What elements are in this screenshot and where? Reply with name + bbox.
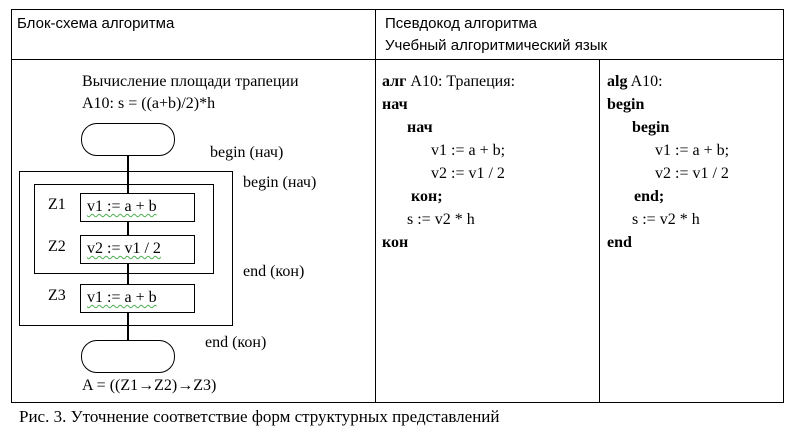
begin-outer-label: begin (нач): [210, 144, 284, 161]
code-en-line-4: v1 := a + b;: [655, 142, 730, 159]
code-ru-line-7: s := v2 * h: [407, 211, 475, 228]
table-border-right: [783, 9, 784, 403]
code-ru-line-2: нач: [382, 96, 408, 113]
code-ru-line-6: кон;: [411, 188, 443, 205]
code-ru-line-5: v2 := v1 / 2: [431, 165, 505, 182]
code-ru-alg-name: A10: Трапеция:: [406, 73, 516, 90]
z1-statement: v1 := a + b: [87, 198, 157, 215]
code-ru-line-8: кон: [382, 234, 409, 251]
table-border-left: [11, 9, 12, 403]
z1-label: Z1: [48, 196, 66, 213]
header-learning-language: Учебный алгоритмический язык: [385, 37, 608, 54]
code-en-line-1: [607, 73, 663, 91]
end-terminal: [81, 340, 175, 373]
begin-inner-label: begin (нач): [243, 174, 317, 191]
header-flowchart: Блок-схема алгоритма: [17, 15, 175, 32]
z2-label: Z2: [48, 238, 66, 255]
table-divider-code: [599, 60, 600, 403]
code-ru-line-4: v1 := a + b;: [431, 142, 506, 159]
code-en-line-7: s := v2 * h: [632, 211, 700, 228]
flowchart-title: Вычисление площади трапеции: [82, 73, 299, 90]
z3-label: Z3: [48, 287, 66, 304]
table-divider-middle: [375, 9, 376, 403]
table-border-bottom: [11, 402, 784, 403]
composition-formula: A = ((Z1→Z2)→Z3): [82, 377, 217, 394]
code-en-line-5: v2 := v1 / 2: [655, 165, 729, 182]
flowchart-formula-title: A10: s = ((a+b)/2)*h: [82, 95, 216, 112]
figure-caption: Рис. 3. Уточнение соответствие форм структурных представлений: [19, 407, 500, 426]
code-en-line-3: begin: [632, 119, 670, 136]
z3-process-box: [80, 284, 195, 313]
z3-statement: v1 := a + b: [87, 289, 157, 306]
code-ru-line-3: нач: [407, 119, 433, 136]
end-inner-label: end (кон): [243, 263, 305, 280]
end-outer-label: end (кон): [205, 334, 267, 351]
z2-statement: v2 := v1 / 2: [87, 240, 161, 257]
header-pseudocode: Псевдокод алгоритма: [385, 15, 538, 32]
code-en-alg-name: A10:: [627, 73, 663, 90]
code-en-alg-keyword: alg: [607, 73, 628, 90]
code-en-line-8: end: [607, 234, 632, 251]
table-border-top: [11, 9, 784, 10]
code-en-line-6: end;: [634, 188, 665, 205]
table-border-header: [11, 59, 784, 60]
code-en-line-2: begin: [607, 96, 645, 113]
z2-process-box: [80, 235, 195, 264]
code-ru-line-1: [382, 73, 515, 91]
start-terminal: [81, 123, 175, 156]
code-ru-alg-keyword: алг: [382, 73, 407, 90]
z1-process-box: [80, 193, 195, 222]
